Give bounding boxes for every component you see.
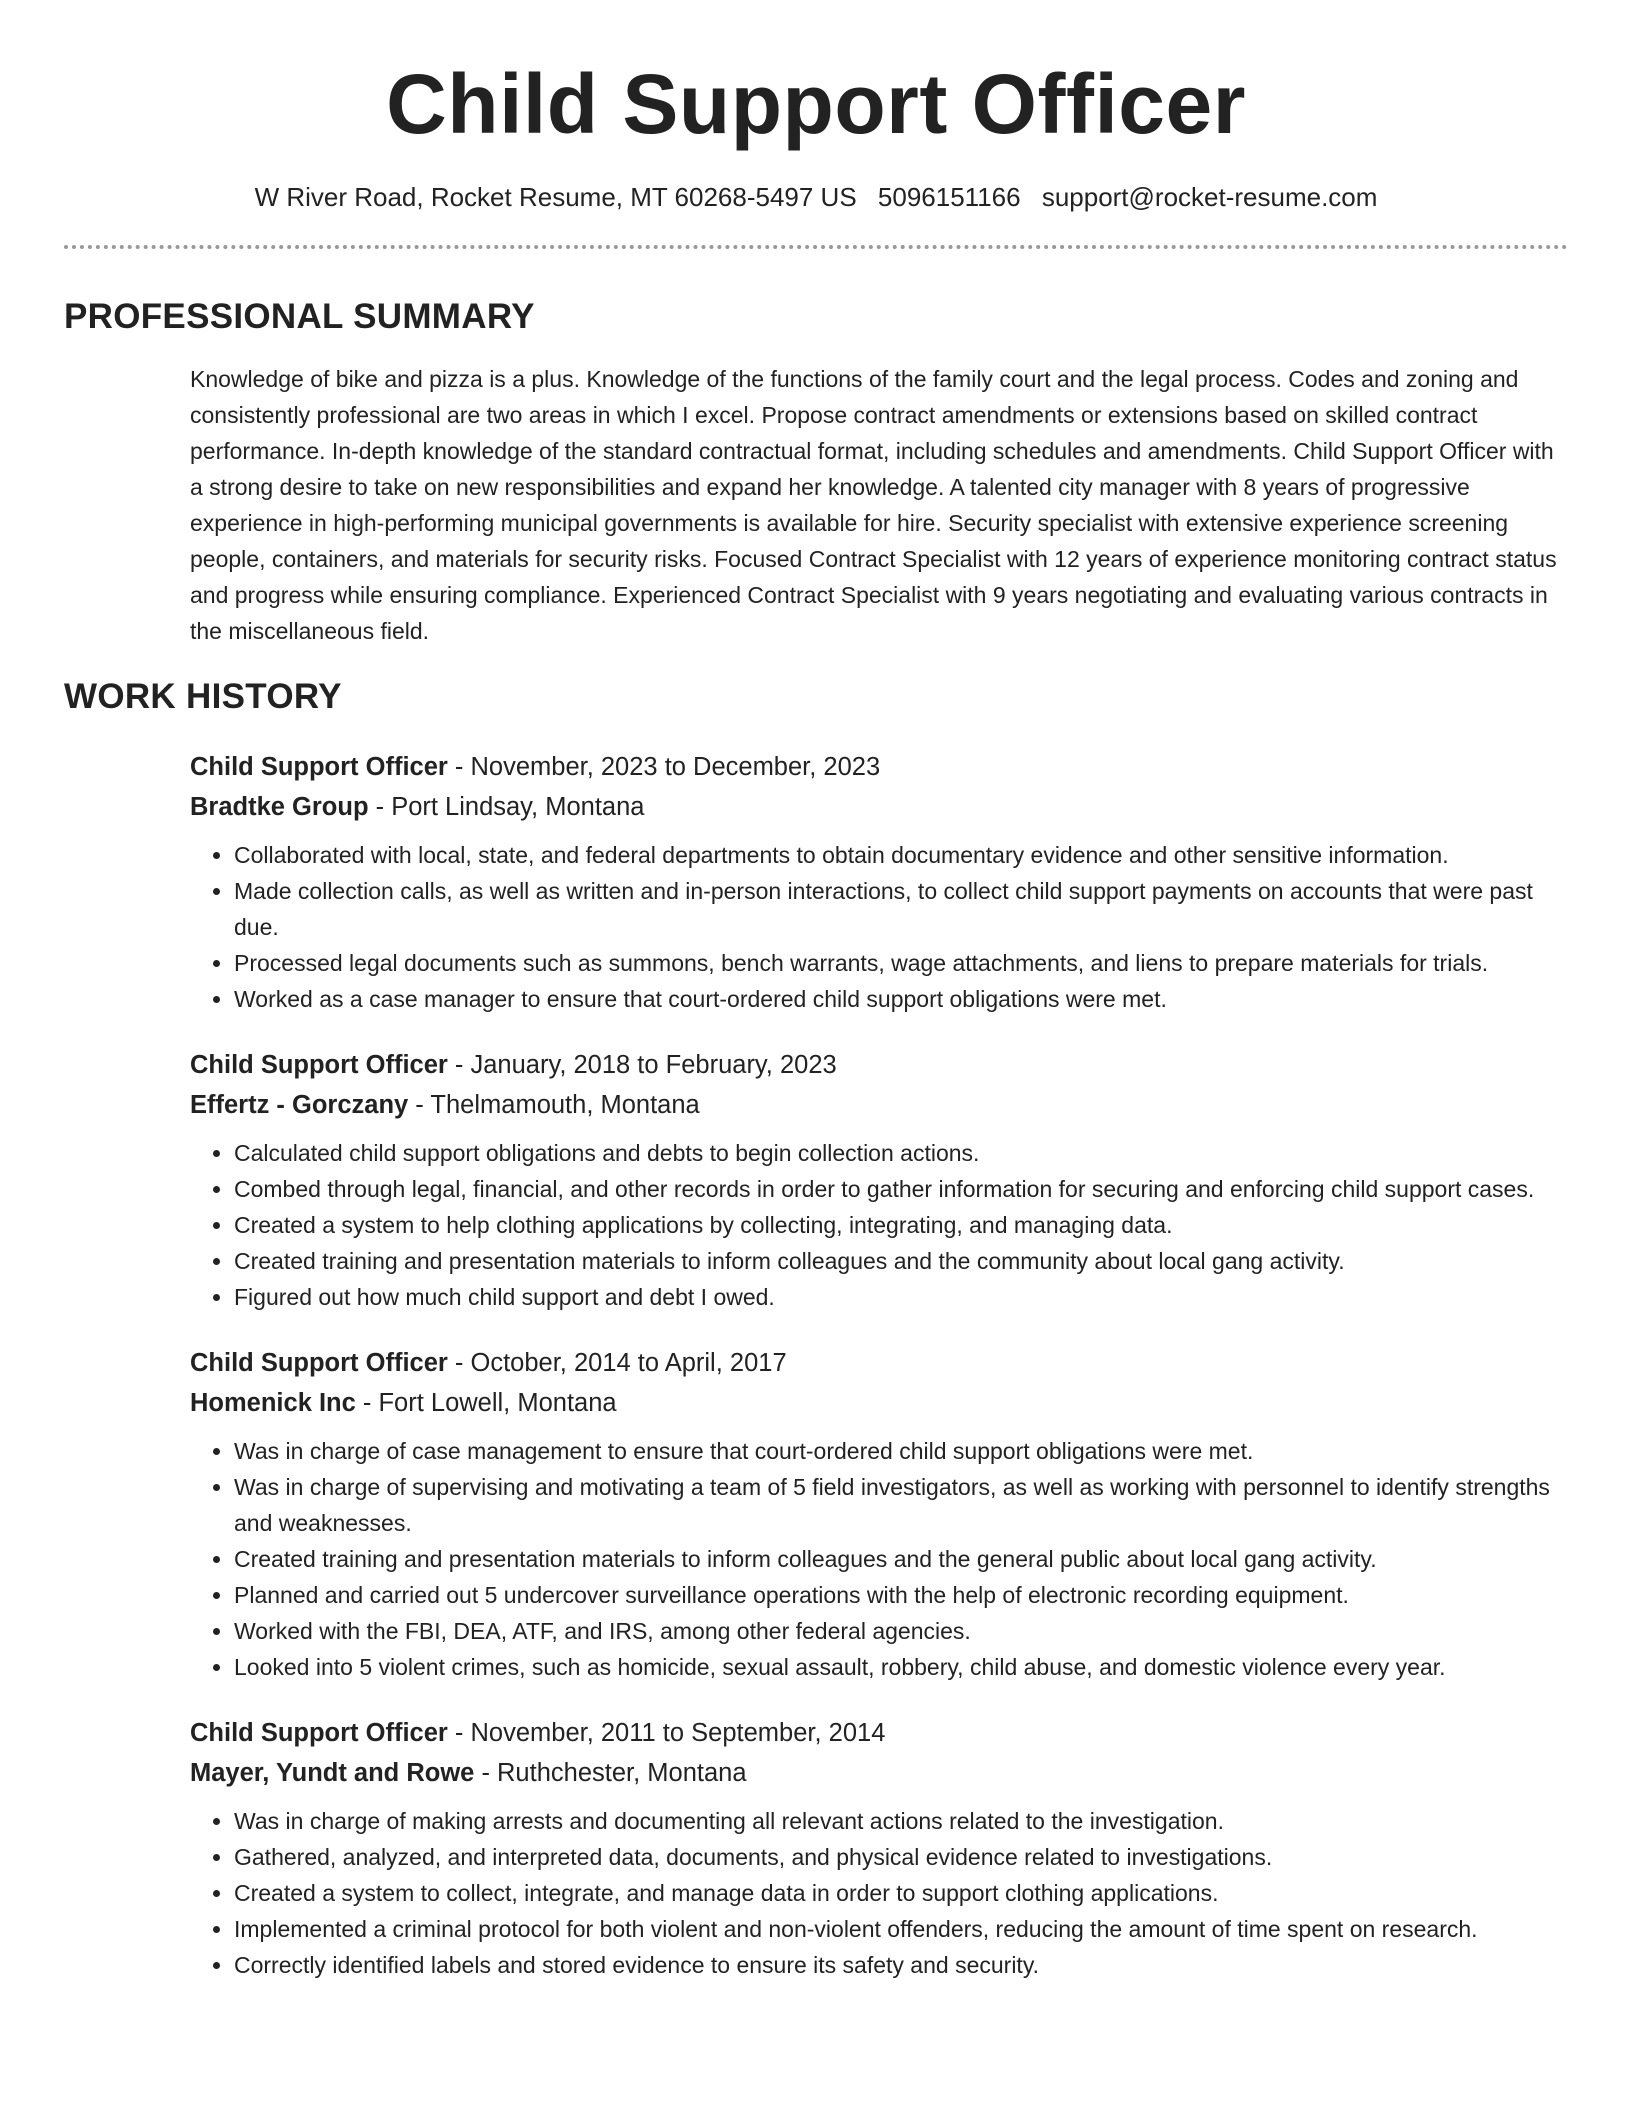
job-bullet: • Processed legal documents such as summons, bench warrants, wage attachments, and liens to prepare materials for trials.: [234, 945, 1568, 981]
resume-page: [64, 0, 1568, 1983]
job-company: Homenick Inc: [190, 1389, 356, 1417]
job-dates: - November, 2023 to December, 2023: [447, 753, 881, 781]
contact-phone: 5096151166: [877, 182, 1021, 212]
job-company: Mayer, Yundt and Rowe: [190, 1759, 475, 1787]
header-divider: [64, 245, 1568, 249]
job-company-line: [190, 1383, 1568, 1423]
job-title-line: [190, 1045, 1568, 1085]
job-title-line: [190, 1713, 1568, 1753]
job-bullet: • Calculated child support obligations and debts to begin collection actions.: [234, 1135, 1568, 1171]
job-bullet: • Implemented a criminal protocol for both violent and non-violent offenders, reducing the amount of time spent on research.: [234, 1911, 1568, 1947]
job-company-line: [190, 787, 1568, 827]
job-entry: [190, 1713, 1568, 1983]
job-title-line: [190, 1343, 1568, 1383]
job-company-line: [190, 1753, 1568, 1793]
job-bullet: • Worked with the FBI, DEA, ATF, and IRS, among other federal agencies.: [234, 1613, 1568, 1649]
job-bullet: • Was in charge of case management to ensure that court-ordered child support obligations were met.: [234, 1433, 1568, 1469]
work-history-heading: WORK HISTORY: [64, 677, 342, 716]
job-bullet: • Correctly identified labels and stored evidence to ensure its safety and security.: [234, 1947, 1568, 1983]
job-bullet: • Was in charge of supervising and motivating a team of 5 field investigators, as well as working with personnel to identify strengths and weaknesses.: [234, 1469, 1568, 1541]
job-company-line: [190, 1085, 1568, 1125]
job-bullet: • Figured out how much child support and debt I owed.: [234, 1279, 1568, 1315]
job-bullet: • Created a system to collect, integrate, and manage data in order to support clothing applications.: [234, 1875, 1568, 1911]
job-location: - Fort Lowell, Montana: [355, 1389, 617, 1417]
candidate-name: Child Support Officer: [386, 57, 1246, 151]
job-role: Child Support Officer: [190, 753, 448, 781]
job-bullets: [190, 1433, 1568, 1685]
job-bullet: • Looked into 5 violent crimes, such as homicide, sexual assault, robbery, child abuse, and domestic violence every year.: [234, 1649, 1568, 1685]
job-dates: - November, 2011 to September, 2014: [447, 1719, 886, 1747]
job-bullet: • Combed through legal, financial, and other records in order to gather information for securing and enforcing child support cases.: [234, 1171, 1568, 1207]
contact-line: [64, 181, 1568, 213]
job-dates: - October, 2014 to April, 2017: [447, 1349, 787, 1377]
job-company: Effertz - Gorczany: [190, 1091, 409, 1119]
job-title-line: [190, 747, 1568, 787]
job-entry: [190, 747, 1568, 1017]
job-role: Child Support Officer: [190, 1051, 448, 1079]
job-bullet: • Was in charge of making arrests and documenting all relevant actions related to the investigation.: [234, 1803, 1568, 1839]
job-bullet: • Created training and presentation materials to inform colleagues and the general public about local gang activity.: [234, 1541, 1568, 1577]
contact-email: support@rocket-resume.com: [1041, 182, 1378, 212]
job-bullets: [190, 1135, 1568, 1315]
job-entry: [190, 1343, 1568, 1685]
job-bullet: • Created training and presentation materials to inform colleagues and the community about local gang activity.: [234, 1243, 1568, 1279]
work-history-list: [190, 747, 1568, 1983]
summary-text: Knowledge of bike and pizza is a plus. Knowledge of the functions of the family court and the legal process. Codes and zoning and consistently professional are two areas in which I excel. Propose contract amendments or extensions based on skilled contract performance. In-depth knowledge of the standard contractual format, including schedules and amendments. Child Support Officer with a strong desire to take on new responsibilities and expand her knowledge. A talented city manager with 8 years of progressive experience in high-performing municipal governments is available for hire. Security specialist with extensive experience screening people, containers, and materials for security risks. Focused Contract Specialist with 12 years of experience monitoring contract status and progress while ensuring compliance. Experienced Contract Specialist with 9 years negotiating and evaluating various contracts in the miscellaneous field.: [190, 366, 1557, 644]
job-bullet: • Worked as a case manager to ensure that court-ordered child support obligations were met.: [234, 981, 1568, 1017]
job-location: - Thelmamouth, Montana: [408, 1091, 700, 1119]
job-entry: [190, 1045, 1568, 1315]
job-bullet: • Planned and carried out 5 undercover surveillance operations with the help of electronic recording equipment.: [234, 1577, 1568, 1613]
job-bullet: • Created a system to help clothing applications by collecting, integrating, and managing data.: [234, 1207, 1568, 1243]
job-bullets: [190, 837, 1568, 1017]
job-location: - Port Lindsay, Montana: [368, 793, 645, 821]
job-role: Child Support Officer: [190, 1349, 448, 1377]
job-bullets: [190, 1803, 1568, 1983]
job-bullet: • Made collection calls, as well as written and in-person interactions, to collect child support payments on accounts that were past due.: [234, 873, 1568, 945]
job-location: - Ruthchester, Montana: [474, 1759, 747, 1787]
job-company: Bradtke Group: [190, 793, 369, 821]
job-role: Child Support Officer: [190, 1719, 448, 1747]
job-bullet: • Gathered, analyzed, and interpreted data, documents, and physical evidence related to investigations.: [234, 1839, 1568, 1875]
job-bullet: • Collaborated with local, state, and federal departments to obtain documentary evidence and other sensitive information.: [234, 837, 1568, 873]
summary-heading: PROFESSIONAL SUMMARY: [64, 297, 535, 336]
job-dates: - January, 2018 to February, 2023: [447, 1051, 837, 1079]
contact-address: W River Road, Rocket Resume, MT 60268-5497 US: [254, 182, 857, 212]
